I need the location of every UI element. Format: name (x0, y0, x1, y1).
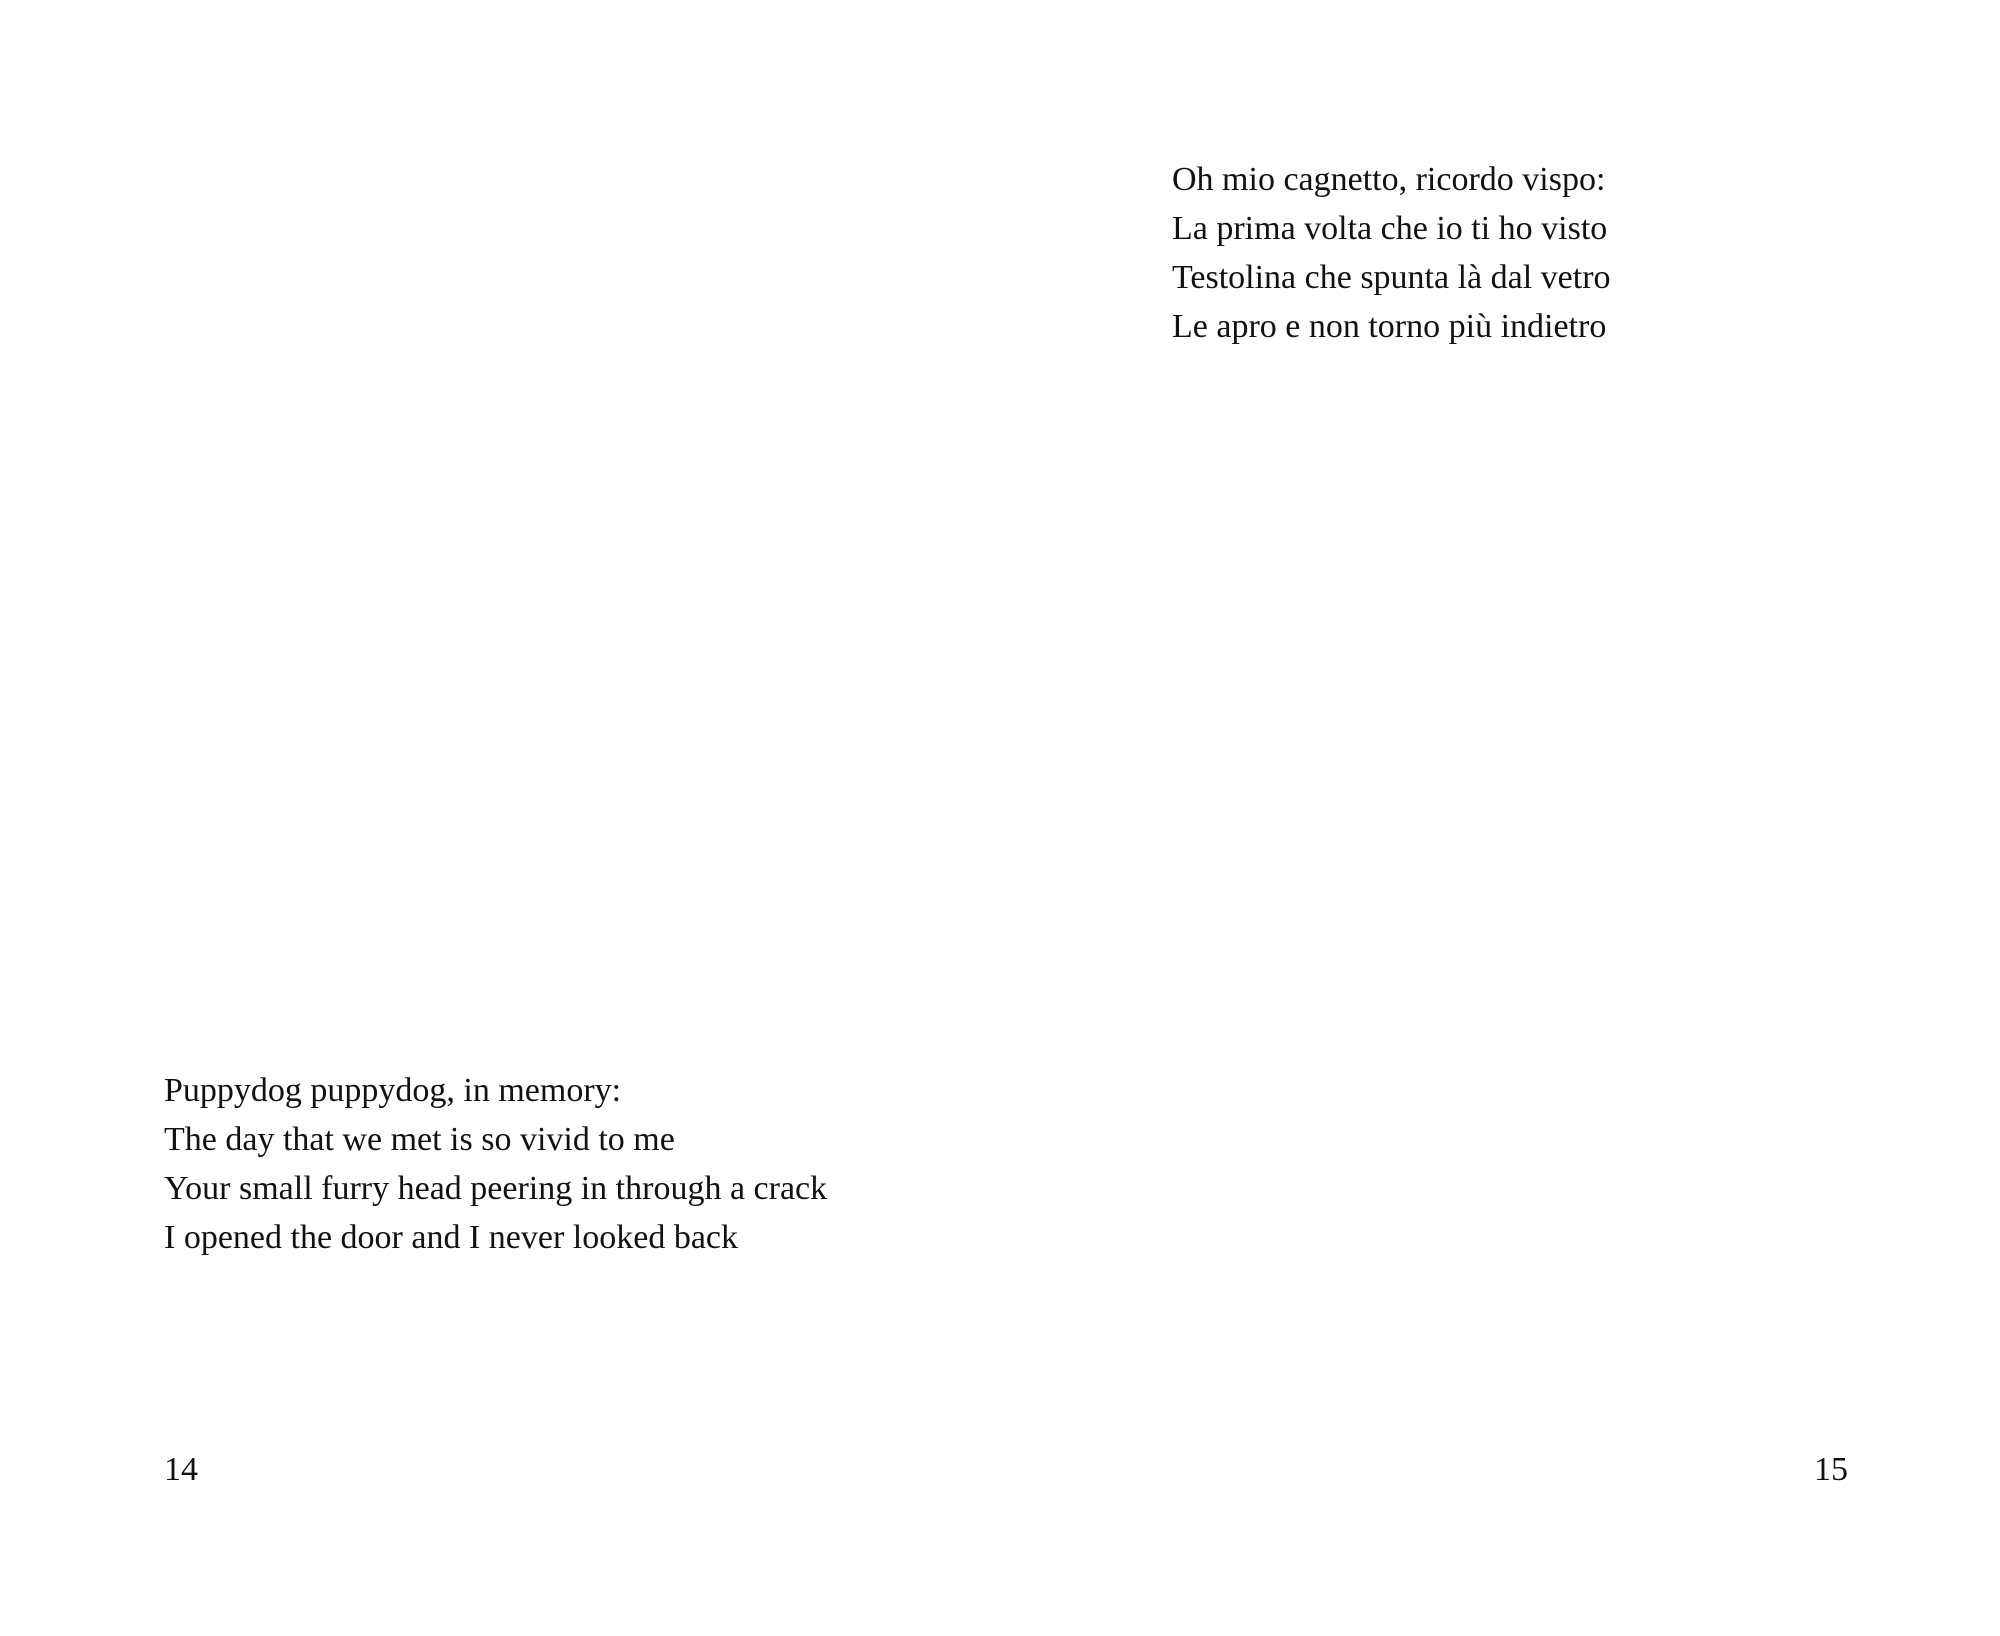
right-page (1000, 0, 2000, 1636)
poem-line: Puppydog puppydog, in memory: (164, 1072, 622, 1109)
poem-line: I opened the door and I never looked back (164, 1219, 738, 1256)
poem-line: Oh mio cagnetto, ricordo vispo: (1172, 161, 1606, 198)
poem-line: Le apro e non torno più indietro (1172, 308, 1607, 345)
page-number-left: 14 (164, 1451, 198, 1488)
poem-line: The day that we met is so vivid to me (164, 1121, 675, 1158)
page-number-right: 15 (1814, 1451, 1848, 1488)
poem-line: Your small furry head peering in through a crack (164, 1170, 828, 1207)
poem-line: La prima volta che io ti ho visto (1172, 210, 1608, 247)
italian-poem (1172, 155, 1611, 351)
poem-line: Testolina che spunta là dal vetro (1172, 259, 1611, 296)
english-poem (164, 1066, 827, 1262)
